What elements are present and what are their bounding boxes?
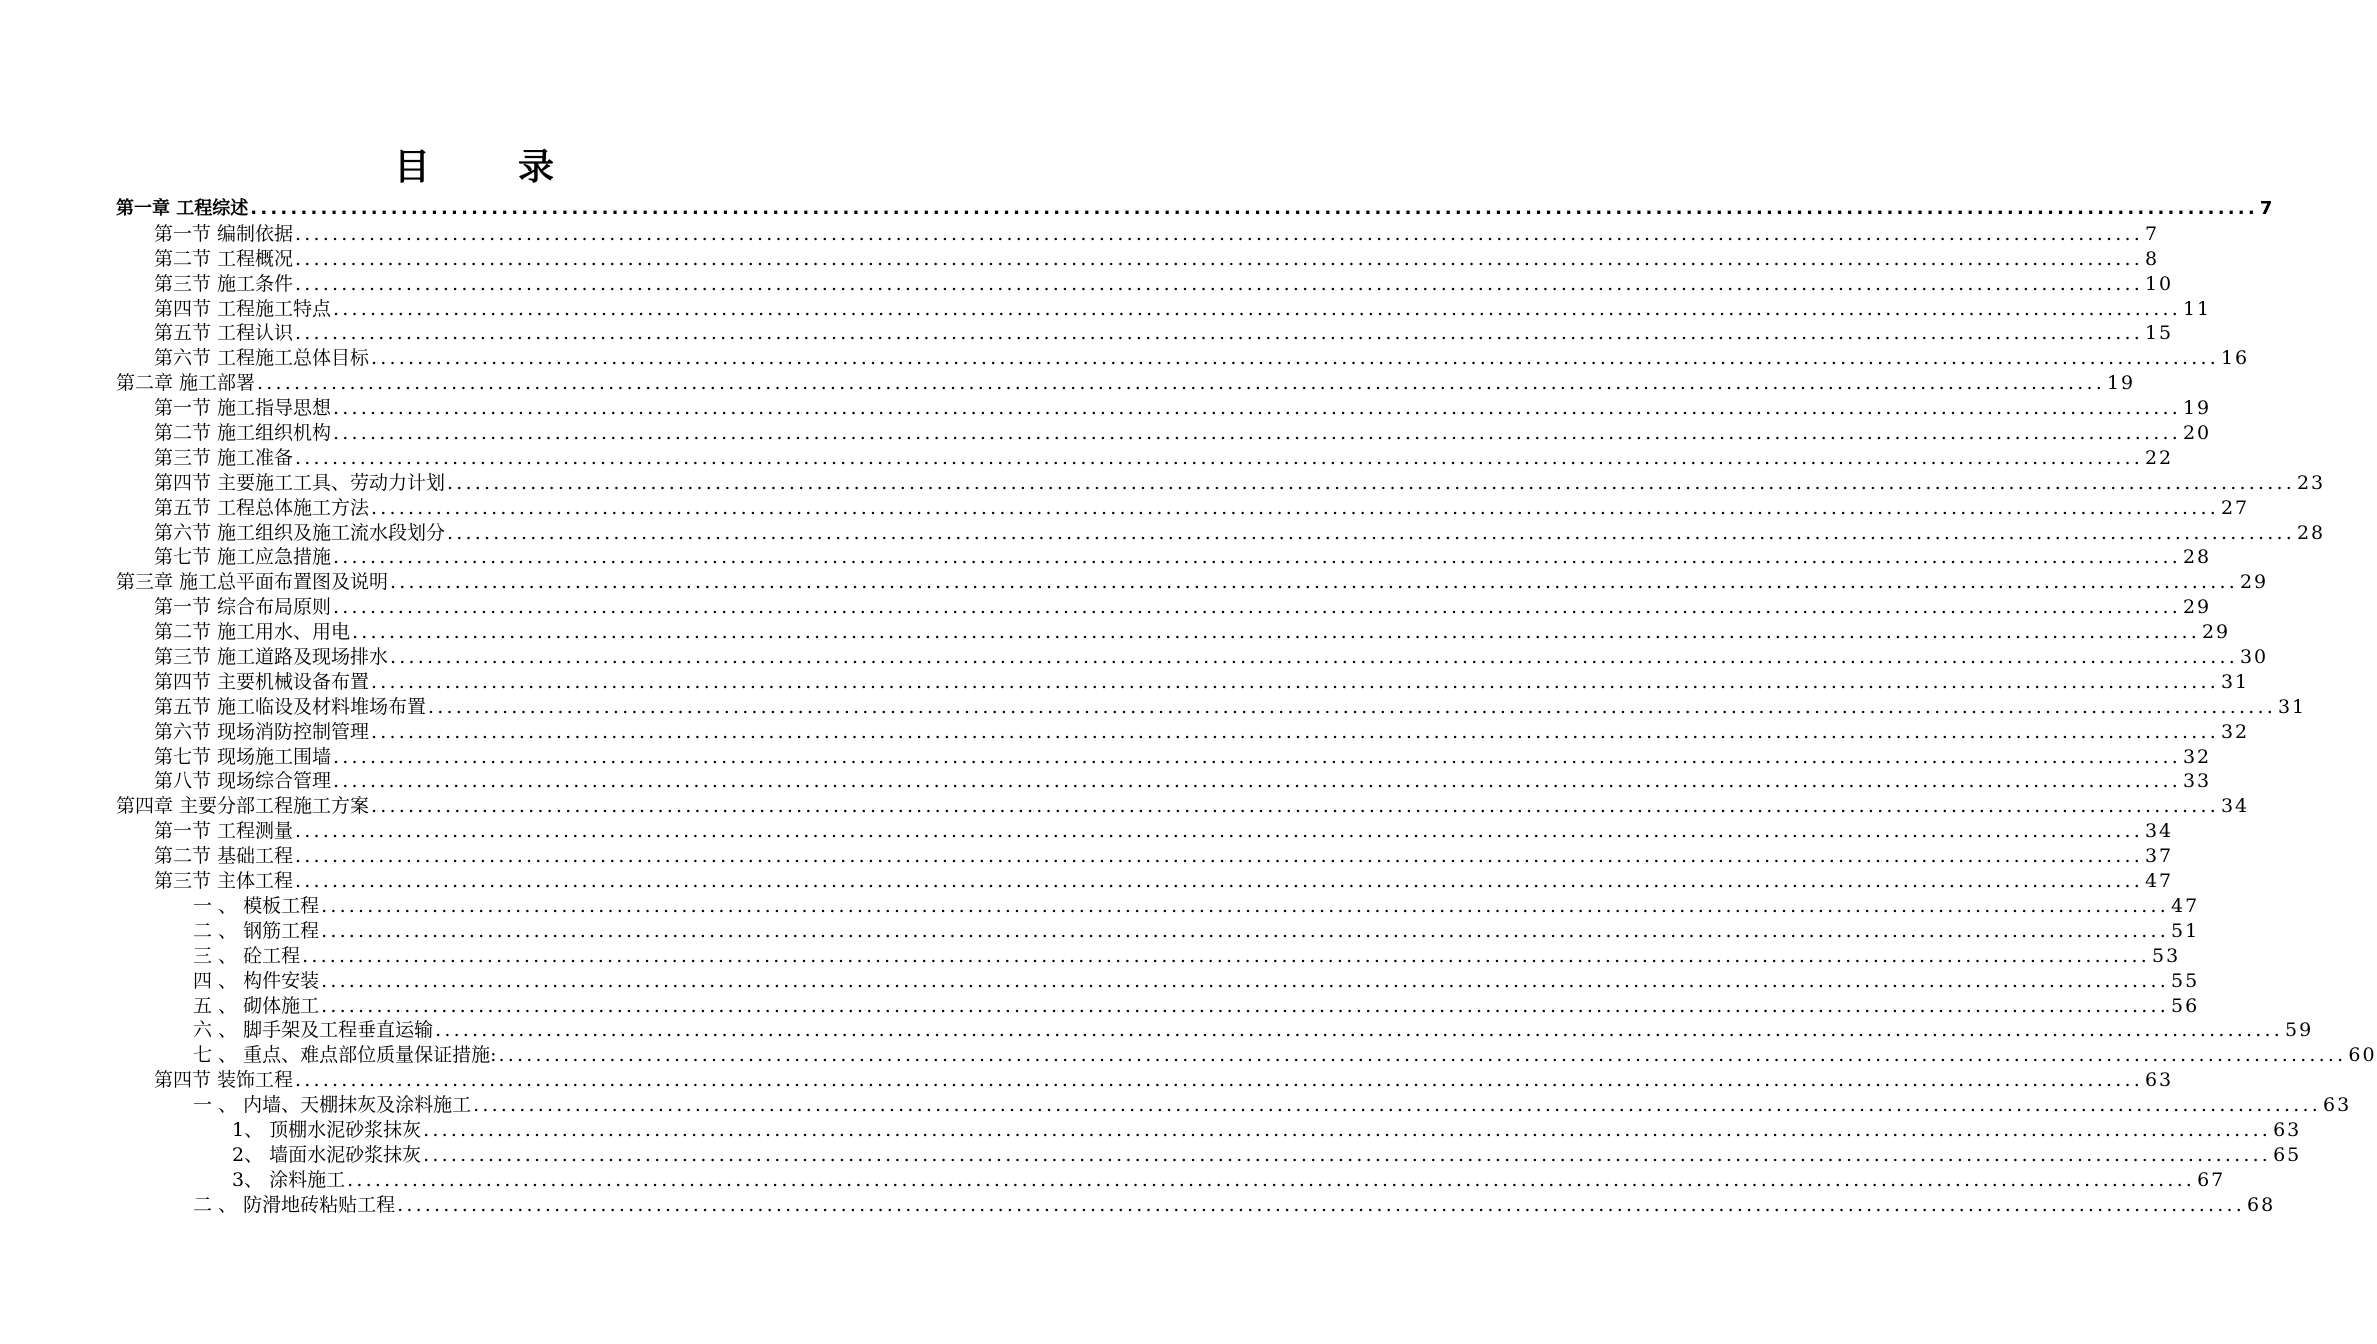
toc-page-number: 63 <box>2323 1094 2352 1117</box>
toc-page-number: 7 <box>2259 198 2275 219</box>
toc-leader-dots: ........................................................................................................................................................................................................ <box>371 720 2219 743</box>
toc-entry-label: 五 、 砌体施工 <box>193 994 320 1017</box>
toc-entry-label: 第三章 施工总平面布置图及说明 <box>116 571 389 594</box>
toc-leader-dots: ........................................................................................................................................................................................................ <box>333 297 2181 320</box>
toc-page-number: 67 <box>2197 1168 2226 1191</box>
toc-entry-line <box>193 944 2181 969</box>
toc-page-number: 32 <box>2220 720 2250 743</box>
toc-entry[interactable] <box>0 421 2212 446</box>
toc-entry-line <box>154 297 2212 322</box>
toc-entry-line <box>193 1043 2377 1068</box>
toc-entry-label: 第五节 工程总体施工方法 <box>154 496 370 519</box>
toc-page-number: 32 <box>2182 745 2212 768</box>
toc-leader-dots: ........................................................................................................................................................................................................ <box>333 397 2181 420</box>
toc-page-number: 15 <box>2144 322 2174 345</box>
toc-entry[interactable] <box>0 645 2269 670</box>
toc-entry-label: 第二节 工程概况 <box>154 247 294 270</box>
toc-leader-dots: ........................................................................................................................................................................................................ <box>321 994 2170 1017</box>
toc-entry[interactable] <box>0 471 2326 496</box>
toc-page-number: 63 <box>2144 1069 2174 1092</box>
toc-leader-dots: ........................................................................................................................................................................................................ <box>321 919 2170 942</box>
toc-page-number: 28 <box>2296 521 2326 544</box>
toc-entry[interactable] <box>0 1018 2314 1043</box>
toc-page-number: 27 <box>2220 496 2250 519</box>
toc-entry[interactable] <box>0 1068 2174 1093</box>
toc-entry-label: 一 、 内墙、天棚抹灰及涂料施工 <box>193 1094 472 1117</box>
toc-entry-line <box>116 197 2275 222</box>
toc-leader-dots: ........................................................................................................................................................................................................ <box>250 198 2258 219</box>
toc-entry-label: 第五节 工程认识 <box>154 322 294 345</box>
toc-entry-line <box>154 471 2326 496</box>
toc-leader-dots: ........................................................................................................................................................................................................ <box>295 1069 2143 1092</box>
toc-leader-dots: ........................................................................................................................................................................................................ <box>390 571 2238 594</box>
toc-leader-dots: ........................................................................................................................................................................................................ <box>352 621 2200 644</box>
toc-entry-label: 第七节 现场施工围墙 <box>154 745 332 768</box>
toc-entry[interactable] <box>0 1118 2302 1143</box>
toc-entry[interactable] <box>0 1193 2276 1218</box>
toc-leader-dots: ........................................................................................................................................................................................................ <box>333 546 2181 569</box>
toc-entry-label: 七 、 重点、难点部位质量保证措施: <box>193 1044 497 1067</box>
toc-leader-dots: ........................................................................................................................................................................................................ <box>333 770 2181 793</box>
toc-page-number: 68 <box>2247 1193 2276 1216</box>
toc-entry-label: 四 、 构件安装 <box>193 969 320 992</box>
toc-entry-line <box>154 496 2250 521</box>
toc-entry-label: 第八节 现场综合管理 <box>154 770 332 793</box>
toc-entry-line <box>154 1068 2174 1093</box>
toc-page-number: 22 <box>2144 446 2174 469</box>
toc-entry[interactable] <box>0 297 2212 322</box>
toc-entry-line <box>154 620 2231 645</box>
toc-leader-dots: ........................................................................................................................................................................................................ <box>257 372 2105 395</box>
toc-entry-label: 第四节 工程施工特点 <box>154 297 332 320</box>
toc-entry[interactable] <box>0 769 2212 794</box>
toc-entry-line <box>232 1168 2226 1193</box>
toc-entry[interactable] <box>0 894 2200 919</box>
toc-entry[interactable] <box>0 446 2174 471</box>
toc-entry-line <box>154 670 2250 695</box>
toc-entry-label: 第五节 施工临设及材料堆场布置 <box>154 695 427 718</box>
toc-page-number: 19 <box>2182 397 2212 420</box>
toc-entry-line <box>154 545 2212 570</box>
toc-entry[interactable] <box>0 1093 2352 1118</box>
toc-leader-dots: ........................................................................................................................................................................................................ <box>447 471 2295 494</box>
toc-entry-label: 二 、 防滑地砖粘贴工程 <box>193 1193 396 1216</box>
toc-entry-label: 第三节 施工道路及现场排水 <box>154 646 389 669</box>
toc-entry-label: 1、 顶棚水泥砂浆抹灰 <box>232 1118 422 1141</box>
toc-entry[interactable] <box>0 1143 2302 1168</box>
toc-entry-line <box>193 894 2200 919</box>
toc-leader-dots: ........................................................................................................................................................................................................ <box>295 845 2143 868</box>
title-char-1: 目 <box>393 147 432 188</box>
toc-page-number: 29 <box>2201 621 2231 644</box>
toc-entry-line <box>232 1118 2302 1143</box>
toc-leader-dots: ........................................................................................................................................................................................................ <box>371 347 2219 370</box>
toc-leader-dots: ........................................................................................................................................................................................................ <box>347 1168 2196 1191</box>
toc-leader-dots: ........................................................................................................................................................................................................ <box>295 322 2143 345</box>
toc-entry-label: 第一节 综合布局原则 <box>154 596 332 619</box>
toc-page-number: 29 <box>2239 571 2269 594</box>
toc-entry-line <box>154 446 2174 471</box>
toc-entry-line <box>154 272 2174 297</box>
toc-leader-dots: ........................................................................................................................................................................................................ <box>295 446 2143 469</box>
toc-entry-label: 3、 涂料施工 <box>232 1168 346 1191</box>
toc-entry-line <box>193 1093 2352 1118</box>
toc-entry-label: 第二节 基础工程 <box>154 845 294 868</box>
toc-entry-label: 第六节 施工组织及施工流水段划分 <box>154 521 446 544</box>
toc-entry-label: 2、 墙面水泥砂浆抹灰 <box>232 1143 422 1166</box>
toc-page-number: 31 <box>2277 695 2307 718</box>
toc-entry[interactable] <box>0 346 2250 371</box>
toc-entry-line <box>154 247 2160 272</box>
toc-entry[interactable] <box>0 919 2200 944</box>
toc-entry-label: 第四节 装饰工程 <box>154 1069 294 1092</box>
toc-entry[interactable] <box>0 496 2250 521</box>
toc-entry-label: 六 、 脚手架及工程垂直运输 <box>193 1019 434 1042</box>
toc-entry[interactable] <box>0 670 2250 695</box>
toc-entry-label: 第一节 工程测量 <box>154 820 294 843</box>
toc-entry-label: 第七节 施工应急措施 <box>154 546 332 569</box>
toc-leader-dots: ........................................................................................................................................................................................................ <box>371 496 2219 519</box>
toc-leader-dots: ........................................................................................................................................................................................................ <box>371 795 2219 818</box>
toc-page-number: 11 <box>2182 297 2212 320</box>
toc-entry[interactable] <box>0 720 2250 745</box>
toc-leader-dots: ........................................................................................................................................................................................................ <box>371 670 2219 693</box>
toc-page-number: 31 <box>2220 670 2250 693</box>
toc-leader-dots: ........................................................................................................................................................................................................ <box>295 272 2143 295</box>
table-of-contents <box>0 197 2377 1218</box>
toc-leader-dots: ........................................................................................................................................................................................................ <box>321 969 2170 992</box>
toc-entry[interactable] <box>0 620 2231 645</box>
toc-page-number: 65 <box>2273 1143 2302 1166</box>
toc-entry[interactable] <box>0 944 2181 969</box>
toc-entry-line <box>154 720 2250 745</box>
toc-entry[interactable] <box>0 819 2174 844</box>
toc-entry-label: 第四节 主要机械设备布置 <box>154 670 370 693</box>
toc-entry-label: 第三节 主体工程 <box>154 870 294 893</box>
toc-page-number: 29 <box>2182 596 2212 619</box>
toc-leader-dots: ........................................................................................................................................................................................................ <box>295 820 2143 843</box>
toc-leader-dots: ........................................................................................................................................................................................................ <box>295 247 2143 270</box>
toc-entry-line <box>154 396 2212 421</box>
toc-entry[interactable] <box>0 396 2212 421</box>
toc-leader-dots: ........................................................................................................................................................................................................ <box>447 521 2295 544</box>
toc-leader-dots: ........................................................................................................................................................................................................ <box>295 870 2143 893</box>
toc-entry-line <box>116 570 2269 595</box>
toc-entry-label: 第三节 施工准备 <box>154 446 294 469</box>
toc-leader-dots: ........................................................................................................................................................................................................ <box>321 894 2170 917</box>
toc-page-number: 56 <box>2171 994 2200 1017</box>
toc-page-number: 23 <box>2296 471 2326 494</box>
title-char-2: 录 <box>518 147 557 188</box>
toc-entry-label: 第一章 工程综述 <box>116 197 250 222</box>
toc-entry-label: 三 、 砼工程 <box>193 944 301 967</box>
toc-entry-label: 第一节 编制依据 <box>154 222 294 245</box>
toc-page-number: 16 <box>2220 347 2250 370</box>
toc-page-number: 19 <box>2106 372 2136 395</box>
toc-entry-line <box>116 794 2250 819</box>
toc-entry-line <box>154 695 2307 720</box>
toc-leader-dots: ........................................................................................................................................................................................................ <box>397 1193 2246 1216</box>
toc-page-number: 37 <box>2144 845 2174 868</box>
toc-leader-dots: ........................................................................................................................................................................................................ <box>498 1044 2347 1067</box>
toc-page-number: 51 <box>2171 919 2200 942</box>
toc-leader-dots: ........................................................................................................................................................................................................ <box>302 944 2151 967</box>
toc-entry-line <box>232 1143 2302 1168</box>
toc-entry[interactable] <box>0 321 2174 346</box>
toc-entry-line <box>154 421 2212 446</box>
toc-entry[interactable] <box>0 521 2326 546</box>
toc-entry[interactable] <box>0 595 2212 620</box>
page-title <box>0 146 950 190</box>
toc-entry-label: 二 、 钢筋工程 <box>193 919 320 942</box>
toc-page-number: 28 <box>2182 546 2212 569</box>
toc-entry-label: 第六节 工程施工总体目标 <box>154 347 370 370</box>
toc-page-number: 53 <box>2152 944 2181 967</box>
toc-entry[interactable] <box>0 545 2212 570</box>
toc-entry-line <box>154 321 2174 346</box>
toc-entry-label: 第一节 施工指导思想 <box>154 397 332 420</box>
toc-entry[interactable] <box>0 745 2212 770</box>
toc-entry-label: 第六节 现场消防控制管理 <box>154 720 370 743</box>
toc-entry[interactable] <box>0 695 2307 720</box>
toc-entry-label: 第三节 施工条件 <box>154 272 294 295</box>
toc-entry-line <box>154 521 2326 546</box>
toc-entry[interactable] <box>0 247 2160 272</box>
toc-entry-label: 第四节 主要施工工具、劳动力计划 <box>154 471 446 494</box>
toc-entry[interactable] <box>0 197 2275 222</box>
toc-entry[interactable] <box>0 969 2200 994</box>
toc-page-number: 10 <box>2144 272 2174 295</box>
toc-entry[interactable] <box>0 1043 2377 1068</box>
toc-leader-dots: ........................................................................................................................................................................................................ <box>423 1118 2272 1141</box>
toc-entry-label: 第二章 施工部署 <box>116 372 256 395</box>
toc-leader-dots: ........................................................................................................................................................................................................ <box>435 1019 2284 1042</box>
toc-page-number: 34 <box>2144 820 2174 843</box>
toc-entry-line <box>154 222 2160 247</box>
toc-entry[interactable] <box>0 222 2160 247</box>
toc-page-number: 33 <box>2182 770 2212 793</box>
toc-entry-label: 第二节 施工组织机构 <box>154 422 332 445</box>
toc-leader-dots: ........................................................................................................................................................................................................ <box>423 1143 2272 1166</box>
toc-entry-label: 一 、 模板工程 <box>193 894 320 917</box>
toc-entry[interactable] <box>0 844 2174 869</box>
toc-page-number: 20 <box>2182 422 2212 445</box>
toc-page-number: 8 <box>2144 247 2160 270</box>
toc-entry-line <box>193 1018 2314 1043</box>
toc-leader-dots: ........................................................................................................................................................................................................ <box>333 745 2181 768</box>
toc-entry-label: 第四章 主要分部工程施工方案 <box>116 795 370 818</box>
toc-leader-dots: ........................................................................................................................................................................................................ <box>333 596 2181 619</box>
toc-page-number: 63 <box>2273 1118 2302 1141</box>
toc-entry-label: 第二节 施工用水、用电 <box>154 621 351 644</box>
toc-entry[interactable] <box>0 570 2269 595</box>
toc-leader-dots: ........................................................................................................................................................................................................ <box>473 1094 2322 1117</box>
toc-page-number: 34 <box>2220 795 2250 818</box>
toc-page-number: 7 <box>2144 222 2160 245</box>
toc-entry-line <box>154 769 2212 794</box>
toc-leader-dots: ........................................................................................................................................................................................................ <box>390 646 2238 669</box>
toc-leader-dots: ........................................................................................................................................................................................................ <box>295 222 2143 245</box>
toc-entry-line <box>154 346 2250 371</box>
toc-leader-dots: ........................................................................................................................................................................................................ <box>428 695 2276 718</box>
toc-entry-line <box>154 819 2174 844</box>
toc-page-number: 60 <box>2348 1044 2377 1067</box>
toc-entry[interactable] <box>0 794 2250 819</box>
toc-entry[interactable] <box>0 371 2136 396</box>
toc-entry-line <box>154 595 2212 620</box>
toc-entry[interactable] <box>0 272 2174 297</box>
toc-entry[interactable] <box>0 994 2200 1019</box>
toc-entry[interactable] <box>0 1168 2226 1193</box>
toc-page-number: 55 <box>2171 969 2200 992</box>
toc-page-number: 30 <box>2239 646 2269 669</box>
toc-page-number: 47 <box>2144 870 2174 893</box>
toc-entry-line <box>154 745 2212 770</box>
toc-entry-line <box>193 919 2200 944</box>
toc-entry-line <box>154 869 2174 894</box>
toc-entry[interactable] <box>0 869 2174 894</box>
toc-entry-line <box>193 1193 2276 1218</box>
toc-page-number: 47 <box>2171 894 2200 917</box>
toc-entry-line <box>154 844 2174 869</box>
toc-leader-dots: ........................................................................................................................................................................................................ <box>333 422 2181 445</box>
toc-entry-line <box>116 371 2136 396</box>
toc-entry-line <box>154 645 2269 670</box>
toc-entry-line <box>193 994 2200 1019</box>
toc-entry-line <box>193 969 2200 994</box>
toc-page-number: 59 <box>2285 1019 2314 1042</box>
